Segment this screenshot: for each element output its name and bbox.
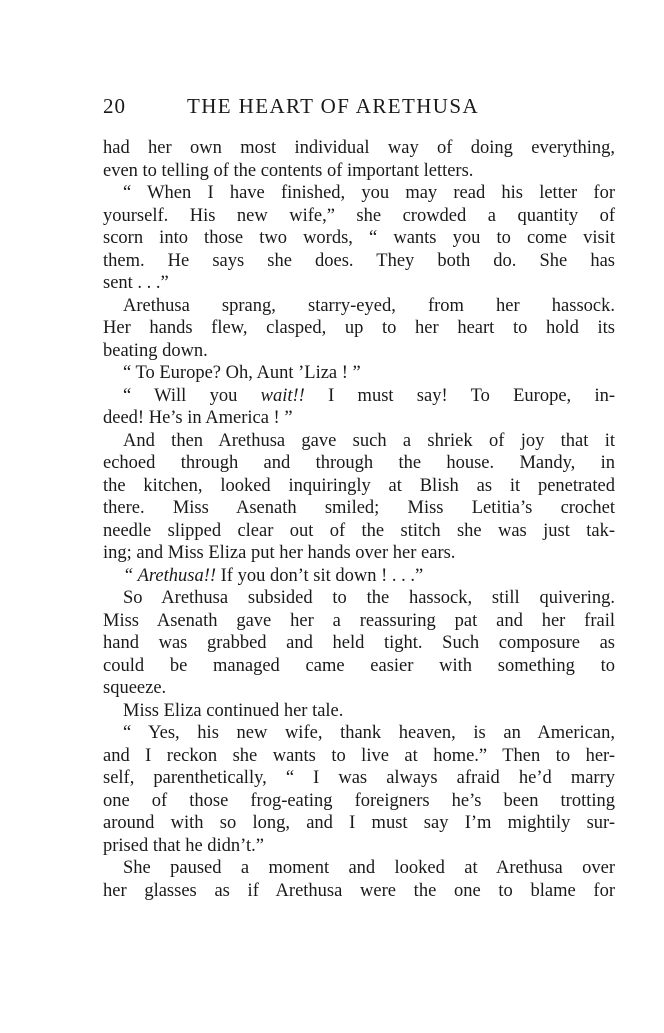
text-line: beating down. <box>103 340 208 361</box>
text-line: And then Arethusa gave such a shriek of joy that it <box>123 430 615 451</box>
running-title: THE HEART OF ARETHUSA <box>187 94 480 118</box>
text-line: She paused a moment and looked at Arethusa over <box>123 858 615 878</box>
text-line: self, parenthetically, “ I was always afraid he’d marry <box>103 768 615 788</box>
text-line: sent . . .” <box>103 273 169 293</box>
text-line: even to telling of the contents of important letters. <box>103 160 474 181</box>
text-line: the kitchen, looked inquiringly at Blish as it penetrated <box>103 475 615 496</box>
text-line: needle slipped clear out of the stitch she was just tak- <box>103 520 615 541</box>
text-line: hand was grabbed and held tight. Such composure as <box>103 633 615 653</box>
text-line: squeeze. <box>103 678 167 698</box>
text-line: “ Yes, his new wife, thank heaven, is an American, <box>123 723 615 743</box>
text-line: Miss Asenath gave her a reassuring pat and her frail <box>103 610 615 631</box>
text-line: them. He says she does. They both do. She has <box>103 250 615 271</box>
text-line: scorn into those two words, “ wants you to come visit <box>103 228 615 248</box>
text-line: prised that he didn’t.” <box>103 835 264 856</box>
text-line: her glasses as if Arethusa were the one to blame for <box>103 880 615 901</box>
text-line: “ When I have finished, you may read his letter for <box>123 183 615 203</box>
running-header <box>103 94 615 124</box>
text-line: could be managed came easier with something to <box>103 655 615 676</box>
italic-emphasis: “ Arethusa!! <box>123 565 217 586</box>
text-line: echoed through and through the house. Mandy, in <box>103 453 615 473</box>
text-line: “ Arethusa!! If you don’t sit down ! . . .” <box>123 565 424 586</box>
text-line: “ To Europe? Oh, Aunt ’Liza ! ” <box>123 363 361 383</box>
text-line: So Arethusa subsided to the hassock, still quivering. <box>123 588 615 608</box>
text-line: Arethusa sprang, starry-eyed, from her hassock. <box>123 295 615 316</box>
text-line: one of those frog-eating foreigners he’s been trotting <box>103 790 615 811</box>
text-line: there. Miss Asenath smiled; Miss Letitia’s crochet <box>103 498 615 518</box>
text-line: yourself. His new wife,” she crowded a quantity of <box>103 205 615 226</box>
text-line: deed! He’s in America ! ” <box>103 408 293 428</box>
text-line: had her own most individual way of doing everything, <box>103 138 615 158</box>
italic-emphasis: wait!! <box>260 385 305 406</box>
text-line: Miss Eliza continued her tale. <box>123 700 344 721</box>
text-line: ing; and Miss Eliza put her hands over her ears. <box>103 543 456 563</box>
page-number: 20 <box>103 94 126 118</box>
text-line: Her hands flew, clasped, up to her heart to hold its <box>103 318 615 338</box>
text-line: around with so long, and I must say I’m mightily sur- <box>103 813 615 833</box>
text-line: “ Will you wait!! I must say! To Europe, in- <box>123 385 615 406</box>
text-line: and I reckon she wants to live at home.” Then to her- <box>103 745 615 766</box>
body-text <box>103 137 615 902</box>
